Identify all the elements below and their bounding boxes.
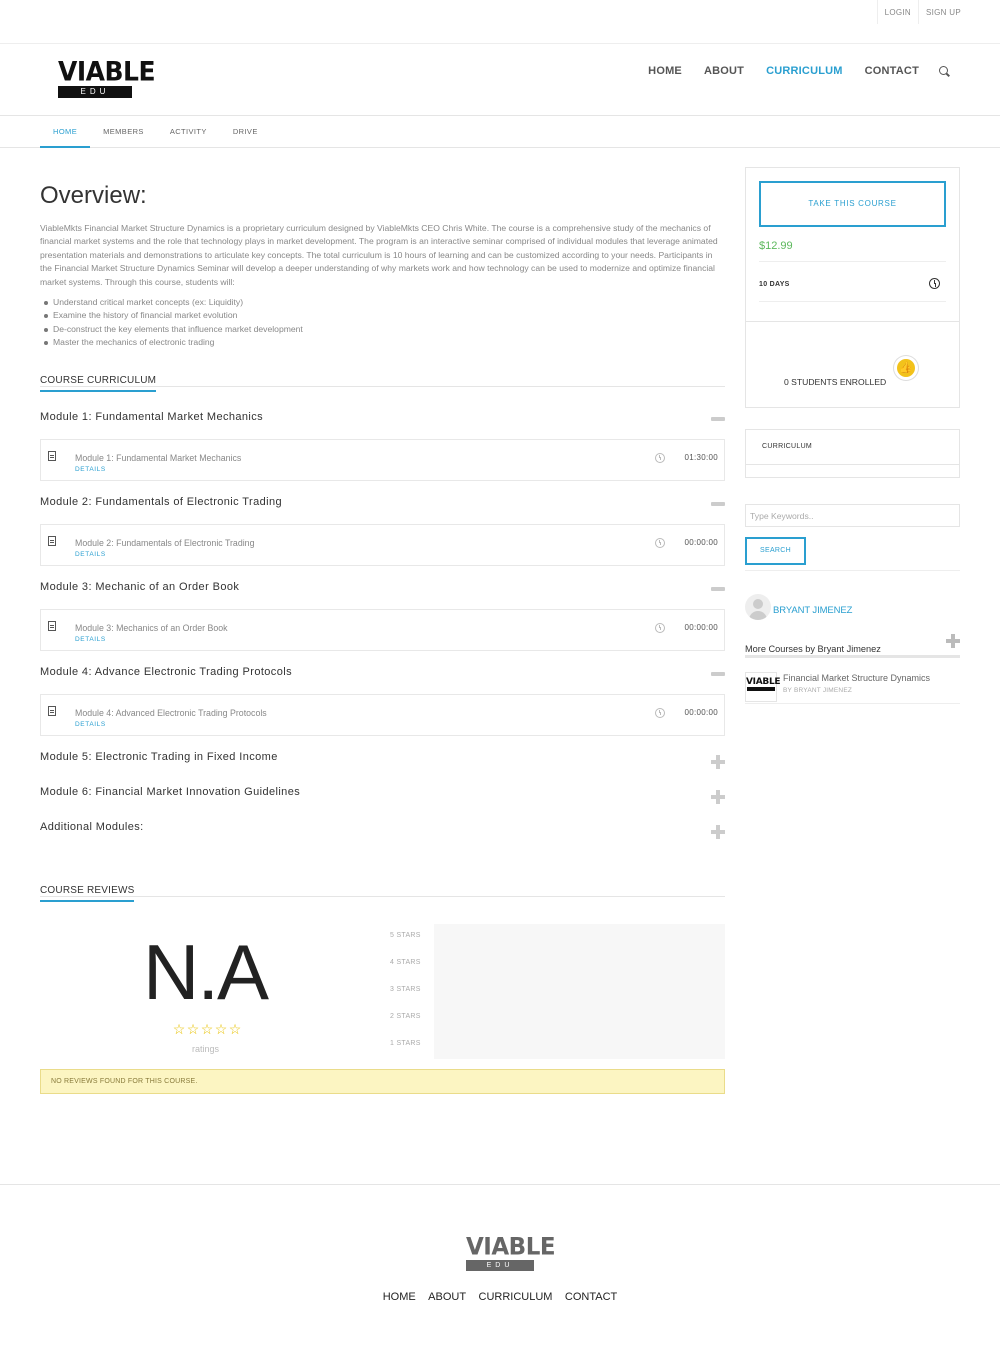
collapse-icon[interactable]: [711, 585, 725, 599]
rating-bar-row: [390, 951, 725, 978]
related-course[interactable]: [745, 672, 960, 704]
unit-name[interactable]: Module 3: Mechanics of an Order Book: [75, 622, 228, 633]
footer-nav-home[interactable]: HOME: [382, 1291, 416, 1303]
document-icon: [48, 621, 56, 631]
site-logo[interactable]: [58, 56, 156, 98]
unit-row[interactable]: [40, 609, 725, 651]
rating-breakdown: [390, 924, 725, 1059]
clock-icon: [655, 623, 665, 633]
rating-bar-label: 4 STARS: [390, 958, 421, 966]
document-icon: [48, 706, 56, 716]
rating-bar-track: [434, 924, 725, 951]
students-enrolled: 0 STUDENTS ENROLLED: [784, 377, 887, 387]
clock-icon: [655, 453, 665, 463]
curriculum-heading-label: COURSE CURRICULUM: [40, 375, 156, 392]
logo-word: VIABLE: [466, 1233, 556, 1261]
rating-bar-track: [434, 951, 725, 978]
expand-icon[interactable]: [711, 790, 725, 804]
footer-nav: [0, 1287, 1000, 1305]
divider: [745, 570, 960, 571]
sidebar: [745, 167, 960, 704]
unit-row[interactable]: [40, 694, 725, 736]
module-header[interactable]: [40, 751, 725, 771]
related-course-thumbnail[interactable]: [745, 672, 781, 702]
take-course-button[interactable]: TAKE THIS COURSE: [759, 181, 946, 227]
module-title: Module 2: Fundamentals of Electronic Trading: [40, 495, 282, 508]
reviews-heading: [40, 880, 725, 897]
site-header: [0, 44, 1000, 116]
module-title: Module 6: Financial Market Innovation Guidelines: [40, 785, 301, 798]
unit-name[interactable]: Module 4: Advanced Electronic Trading Protocols: [75, 707, 267, 718]
avatar[interactable]: [745, 594, 771, 620]
footer-logo[interactable]: [466, 1233, 556, 1271]
curriculum-widget-label: CURRICULUM: [762, 443, 813, 450]
course-duration: 10 DAYS: [759, 281, 790, 288]
module-title: Module 5: Electronic Trading in Fixed Income: [40, 750, 278, 763]
main-nav: [626, 65, 950, 77]
logo-word: VIABLE: [58, 56, 156, 87]
module-header[interactable]: [40, 581, 725, 601]
module-title: Module 4: Advance Electronic Trading Protocols: [40, 665, 292, 678]
site-footer: [0, 1184, 1000, 1351]
unit-duration: 00:00:00: [684, 537, 718, 547]
rating-bar-row: [390, 1005, 725, 1032]
thumbnail-logo-word: VIABLE: [746, 677, 781, 687]
rating-stars: [172, 1022, 242, 1036]
enrolled-box: [745, 322, 960, 408]
related-course-author: BY BRYANT JIMENEZ: [783, 687, 853, 694]
course-price: $12.99: [759, 240, 946, 262]
tab-home[interactable]: HOME: [40, 116, 90, 148]
collapse-icon[interactable]: [711, 415, 725, 429]
module-header[interactable]: [40, 666, 725, 686]
list-item: Understand critical market concepts (ex: Liquidity): [40, 296, 725, 309]
unit-row[interactable]: [40, 524, 725, 566]
module-title: Module 3: Mechanic of an Order Book: [40, 580, 240, 593]
more-courses-heading: [745, 634, 960, 658]
rating-bar-label: 5 STARS: [390, 931, 421, 939]
module-header[interactable]: [40, 411, 725, 431]
rating-bar-label: 2 STARS: [390, 1012, 421, 1020]
star-outline-icon: ☆: [172, 1020, 186, 1037]
clock-icon: [655, 708, 665, 718]
rating-bar-track: [434, 978, 725, 1005]
footer-nav-contact[interactable]: CONTACT: [564, 1291, 618, 1303]
tab-members[interactable]: MEMBERS: [103, 127, 144, 136]
star-outline-icon: ☆: [228, 1020, 242, 1037]
signup-link[interactable]: SIGN UP: [918, 0, 968, 24]
rating-bar-track: [434, 1005, 725, 1032]
nav-home[interactable]: HOME: [648, 65, 682, 77]
footer-nav-about[interactable]: ABOUT: [428, 1291, 467, 1303]
clock-icon: [929, 278, 940, 289]
ratings-label: ratings: [192, 1043, 220, 1054]
rating-bar-label: 1 STARS: [390, 1039, 421, 1047]
main-content: [40, 175, 725, 1087]
expand-icon[interactable]: [711, 755, 725, 769]
related-course-title[interactable]: Financial Market Structure Dynamics: [783, 673, 931, 683]
unit-details-link[interactable]: DETAILS: [75, 720, 106, 728]
overview-title: Overview:: [40, 182, 147, 209]
list-item: Examine the history of financial market evolution: [40, 309, 725, 322]
unit-name[interactable]: Module 1: Fundamental Market Mechanics: [75, 452, 242, 463]
more-courses-label: More Courses by Bryant Jimenez: [745, 644, 881, 654]
sub-nav: [0, 116, 1000, 148]
module-header[interactable]: [40, 496, 725, 516]
logo-bar: EDU: [58, 86, 132, 98]
star-outline-icon: ☆: [200, 1020, 214, 1037]
nav-curriculum[interactable]: CURRICULUM: [766, 65, 843, 77]
star-outline-icon: ☆: [186, 1020, 200, 1037]
module-header[interactable]: [40, 821, 725, 841]
unit-duration: 00:00:00: [684, 707, 718, 717]
top-utility-bar: [0, 0, 1000, 44]
tab-activity[interactable]: ACTIVITY: [169, 127, 207, 136]
overview-bullets: [40, 296, 725, 350]
instructor[interactable]: [745, 594, 960, 620]
login-link[interactable]: LOGIN: [877, 0, 918, 24]
unit-duration: 01:30:00: [684, 452, 718, 462]
module-list: [40, 411, 725, 841]
logo-bar: EDU: [466, 1260, 534, 1271]
collapse-icon[interactable]: [711, 670, 725, 684]
thumbnail-logo-bar: [747, 687, 775, 691]
search-icon[interactable]: [939, 66, 950, 77]
search-button[interactable]: SEARCH: [745, 537, 806, 565]
rating-bar-row: [390, 1032, 725, 1059]
course-action-box: [745, 167, 960, 322]
unit-row[interactable]: [40, 439, 725, 481]
rating-bar-track: [434, 1032, 725, 1059]
instructor-name[interactable]: BRYANT JIMENEZ: [773, 605, 853, 616]
course-duration-row: [759, 272, 946, 302]
nav-contact[interactable]: CONTACT: [864, 65, 919, 77]
list-item: De-construct the key elements that influence market development: [40, 323, 725, 336]
unit-details-link[interactable]: DETAILS: [75, 550, 106, 558]
unit-name[interactable]: Module 2: Fundamentals of Electronic Trading: [75, 537, 255, 548]
star-outline-icon: ☆: [214, 1020, 228, 1037]
collapse-icon[interactable]: [711, 500, 725, 514]
footer-nav-curriculum[interactable]: CURRICULUM: [478, 1291, 553, 1303]
rating-bar-label: 3 STARS: [390, 985, 421, 993]
search-input[interactable]: [745, 504, 960, 527]
rating-bar-row: [390, 924, 725, 951]
unit-details-link[interactable]: DETAILS: [75, 465, 106, 473]
reviews-heading-label: COURSE REVIEWS: [40, 885, 134, 902]
expand-icon[interactable]: [946, 634, 960, 648]
document-icon: [48, 536, 56, 546]
unit-details-link[interactable]: DETAILS: [75, 635, 106, 643]
expand-icon[interactable]: [711, 825, 725, 839]
nav-about[interactable]: ABOUT: [703, 65, 745, 77]
curriculum-widget: [745, 429, 960, 478]
module-title: Module 1: Fundamental Market Mechanics: [40, 410, 264, 423]
tab-drive[interactable]: DRIVE: [232, 127, 258, 136]
unit-duration: 00:00:00: [684, 622, 718, 632]
account-links: [877, 0, 968, 24]
module-title: Additional Modules:: [40, 820, 144, 833]
clock-icon: [655, 538, 665, 548]
document-icon: [48, 451, 56, 461]
curriculum-heading: [40, 370, 725, 387]
reviews-summary: [40, 897, 725, 1087]
list-item: Master the mechanics of electronic trading: [40, 336, 725, 349]
module-header[interactable]: [40, 786, 725, 806]
no-reviews-notice: NO REVIEWS FOUND FOR THIS COURSE.: [40, 1069, 725, 1094]
average-rating: N.A: [143, 927, 268, 1016]
rating-bar-row: [390, 978, 725, 1005]
thumbs-up-icon: 👍: [894, 356, 918, 380]
overview-text: ViableMkts Financial Market Structure Dynamics is a proprietary curriculum designed by ViableMkts CEO Chris White. The course is a comprehensive study of the mechanics of financial market systems and the role that technology plays in market development. The program is an interactive seminar comprised of individual modules that leverage animated presentation materials and demonstrations to articulate key concepts. The total curriculum is 10 hours of learning and can be customized according to your needs. Participants in the Financial Market Structure Dynamics Seminar will develop a deeper understanding of why markets work and how technology can be used to modernize and optimize financial market systems. Through this course, students will:: [40, 223, 718, 287]
